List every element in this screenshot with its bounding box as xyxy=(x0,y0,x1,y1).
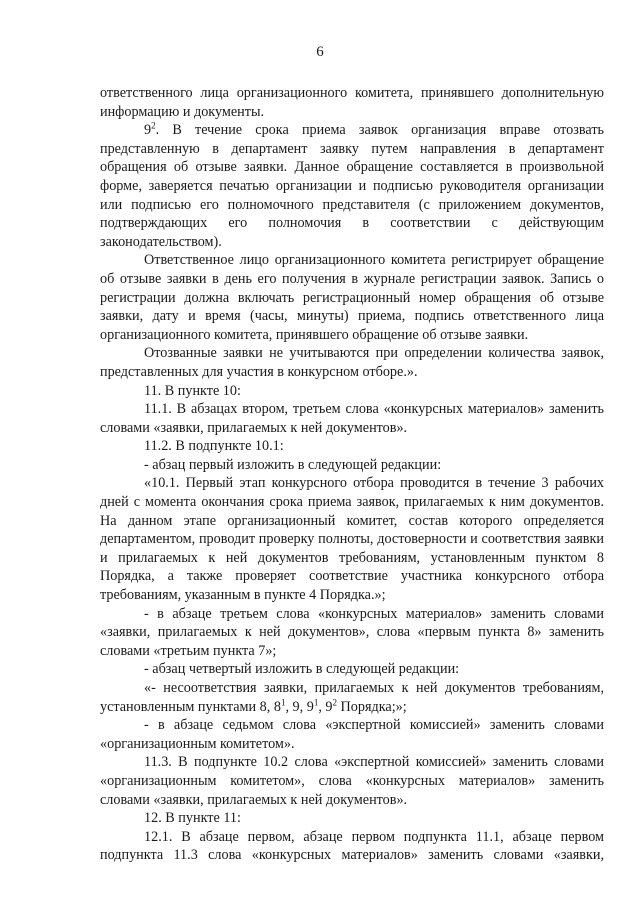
page-number: 6 xyxy=(316,44,324,60)
paragraph-text: ответственного лица организационного комитета, принявшего дополнительную информацию и документы. xyxy=(100,85,604,120)
paragraph xyxy=(100,605,604,661)
paragraph-text: 11. В пункте 10: xyxy=(144,382,241,399)
document-body xyxy=(100,84,604,865)
superscript: 2 xyxy=(151,120,156,131)
paragraph xyxy=(100,84,604,121)
paragraph xyxy=(100,344,604,381)
paragraph xyxy=(100,456,604,475)
paragraph xyxy=(100,400,604,437)
paragraph-text: - в абзаце седьмом слова «экспертной комиссией» заменить словами «организационным комитетом». xyxy=(100,717,604,752)
superscript: 1 xyxy=(280,696,286,707)
paragraph xyxy=(100,382,604,401)
paragraph-text: - абзац первый изложить в следующей редакции: xyxy=(144,456,442,473)
paragraph-text: «- несоответствия заявки, прилагаемых к ней документов требованиям, установленным пунктами 8, 8 xyxy=(100,680,604,715)
paragraph xyxy=(100,437,604,456)
paragraph-text: 12.1. В абзаце первом, абзаце первом подпункта 11.1, абзаце первом подпункта 11.3 слова «конкурсных материалов» заменить словами «заявки, xyxy=(100,828,604,864)
paragraph-text: 11.1. В абзацах втором, третьем слова «конкурсных материалов» заменить словами «заявки, прилагаемых к ней документов». xyxy=(100,401,604,436)
paragraph-text: - абзац четвертый изложить в следующей редакции: xyxy=(144,661,460,678)
paragraph-text: 9 xyxy=(144,122,152,139)
paragraph-text: , 9, 9 xyxy=(285,698,314,715)
paragraph xyxy=(100,121,604,251)
paragraph-text: Отозванные заявки не учитываются при определении количества заявок, представленных для участия в конкурсном отборе.». xyxy=(100,345,604,380)
paragraph xyxy=(100,828,604,865)
paragraph-text: 11.3. В подпункте 10.2 слова «экспертной комиссией» заменить словами «организационным комитетом», слова «конкурсных материалов» заменить словами «заявки, прилагаемых к ней документов». xyxy=(100,754,604,808)
paragraph-text: 11.2. В подпункте 10.1: xyxy=(144,438,284,455)
paragraph xyxy=(100,474,604,604)
paragraph xyxy=(100,753,604,809)
paragraph xyxy=(100,679,604,716)
paragraph-text: , 9 xyxy=(318,698,333,715)
paragraph xyxy=(100,251,604,344)
paragraph-text: «10.1. Первый этап конкурсного отбора проводится в течение 3 рабочих дней с момента окончания срока приема заявок, прилагаемых к ним документов. На данном этапе организационный комитет, состав которого определяется департаментом, проводит проверку полноты, достоверности и соответствия заявки и прилагаемых к ней документов требованиям, установленным пунктом 8 Порядка, а также проверяет соответствие участника конкурсного отбора требованиям, указанным в пункте 4 Порядка.»; xyxy=(100,475,604,604)
superscript: 1 xyxy=(313,696,319,707)
paragraph xyxy=(100,716,604,753)
paragraph-text: 12. В пункте 11: xyxy=(144,810,241,827)
paragraph-text: Ответственное лицо организационного комитета регистрирует обращение об отзыве заявки в день его получения в журнале регистрации заявок. Запись о регистрации должна включать регистрационный номер обращения об отзыве заявки, дату и время (часы, минуты) приема, подпись ответственного лица организационного комитета, принявшего обращение об отзыве заявки. xyxy=(100,252,604,343)
superscript: 2 xyxy=(332,696,337,707)
paragraph xyxy=(100,660,604,679)
paragraph xyxy=(100,809,604,828)
paragraph-text: Порядка;»; xyxy=(337,698,407,715)
paragraph-text: - в абзаце третьем слова «конкурсных материалов» заменить словами «заявки, прилагаемых к ней документов», слова «первым пункта 8» заменить словами «третьим пункта 7»; xyxy=(100,605,604,659)
paragraph-text: . В течение срока приема заявок организация вправе отозвать представленную в департамент заявку путем направления в департамент обращения об отзыве заявки. Данное обращение составляется в произвольной форме, заверяется печатью организации и подписью руководителя организации или подписью его полномочного представителя (с приложением документов, подтверждающих его полномочия в соответствии с действующим законодательством). xyxy=(100,122,604,250)
